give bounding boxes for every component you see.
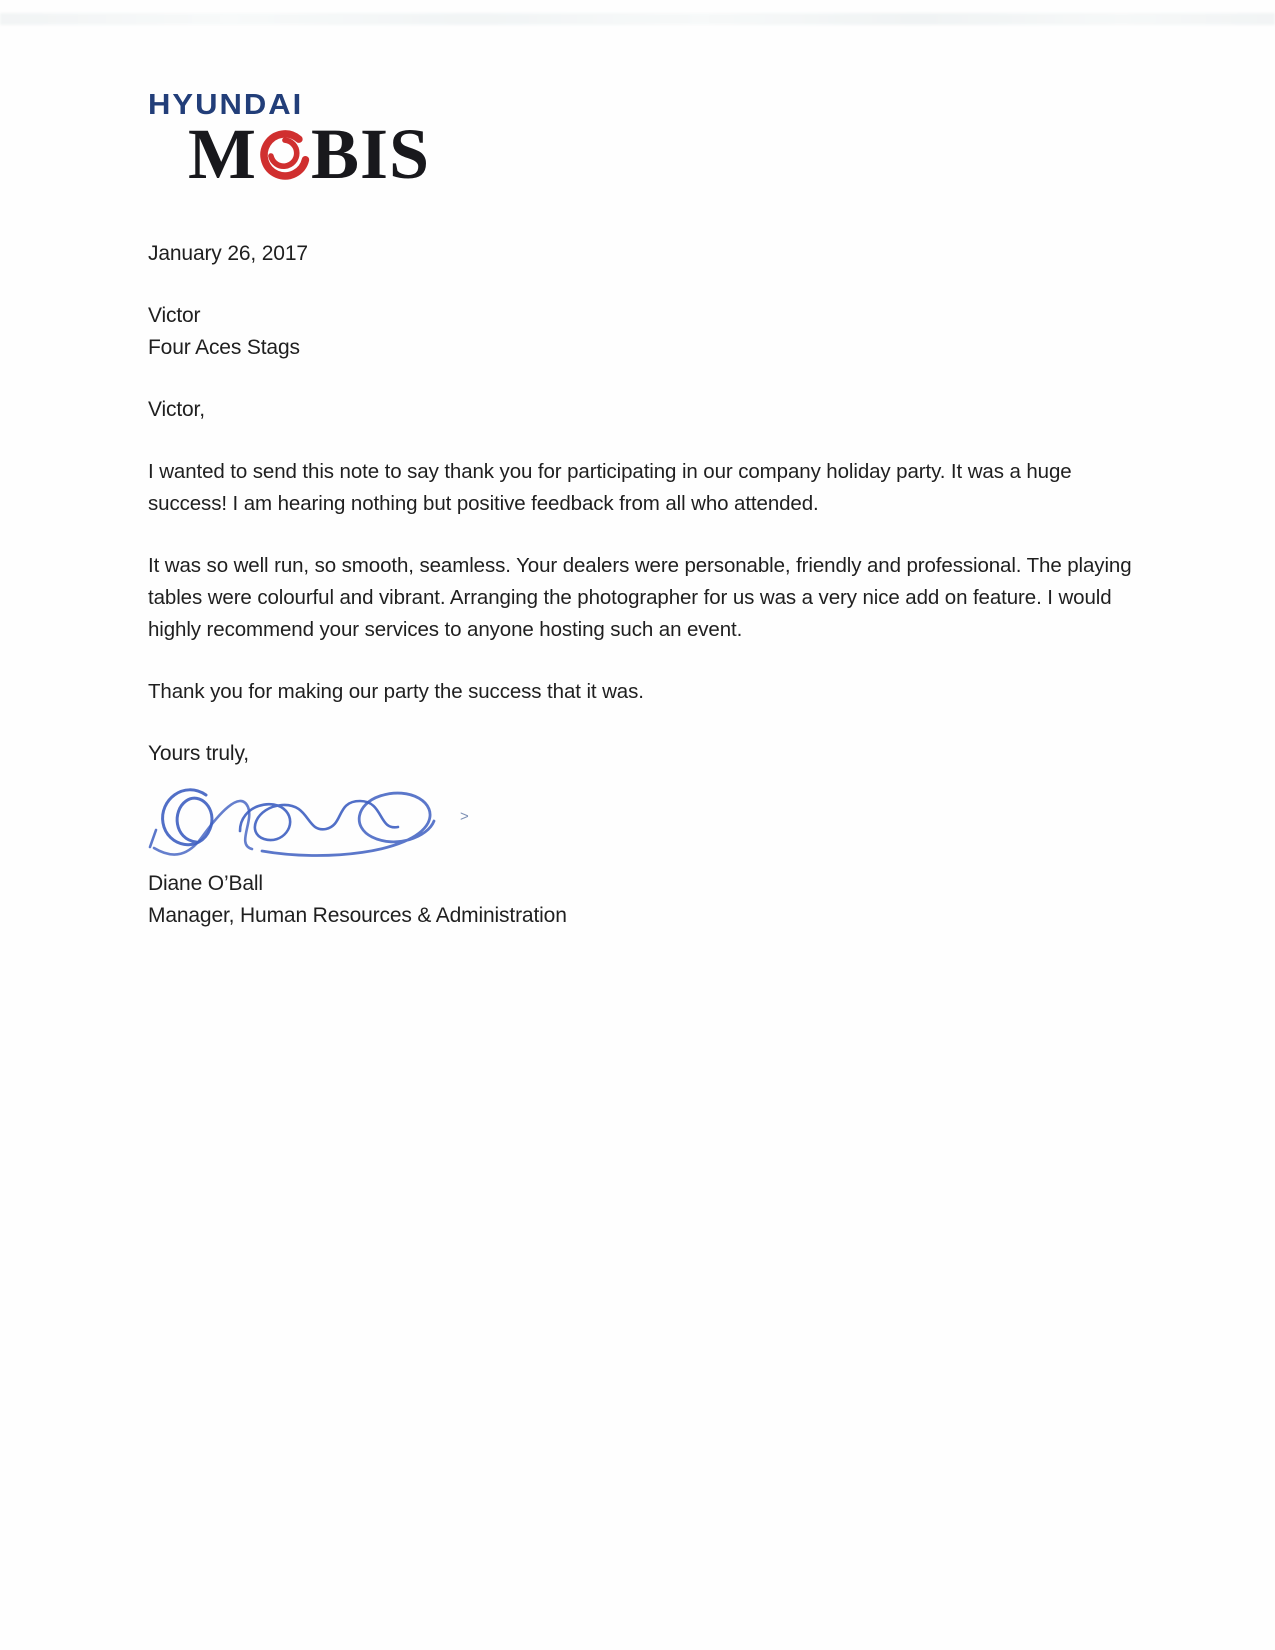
company-logo xyxy=(148,88,1133,194)
salutation: Victor, xyxy=(148,398,205,421)
signature-stray-mark: > xyxy=(460,807,469,825)
body-paragraph: Thank you for making our party the success that it was. xyxy=(148,680,644,703)
recipient-block xyxy=(148,300,1133,364)
body-paragraph: I wanted to send this note to say thank you for participating in our company holiday party. It was a huge success! I am hearing nothing but positive feedback from all who attended. xyxy=(148,460,1072,515)
mobis-wordmark xyxy=(188,114,1133,194)
date-line: January 26, 2017 xyxy=(148,242,308,265)
closing-line: Yours truly, xyxy=(148,742,249,765)
signer-title: Manager, Human Resources & Administration xyxy=(148,904,567,927)
body-paragraph: It was so well run, so smooth, seamless. Your dealers were personable, friendly and professional. The playing tables were colourful and vibrant. Arranging the photographer for us was a very nice add on feature. I would highly recommend your services to anyone hosting such an event. xyxy=(148,554,1132,641)
signer-name: Diane O’Ball xyxy=(148,872,263,895)
signature-scribble xyxy=(144,767,444,857)
signer-block xyxy=(148,868,1133,932)
mobis-letters-bis: BIS xyxy=(310,114,431,194)
letter-content xyxy=(148,88,1133,932)
mobis-letter-m: M xyxy=(188,114,257,194)
hyundai-wordmark: HYUNDAI xyxy=(148,88,304,121)
signature-row xyxy=(144,766,1133,858)
recipient-company: Four Aces Stags xyxy=(148,336,300,359)
scan-artifact-streak xyxy=(0,13,1275,25)
recipient-name: Victor xyxy=(148,304,201,327)
mobis-o-swirl-icon xyxy=(256,128,312,184)
